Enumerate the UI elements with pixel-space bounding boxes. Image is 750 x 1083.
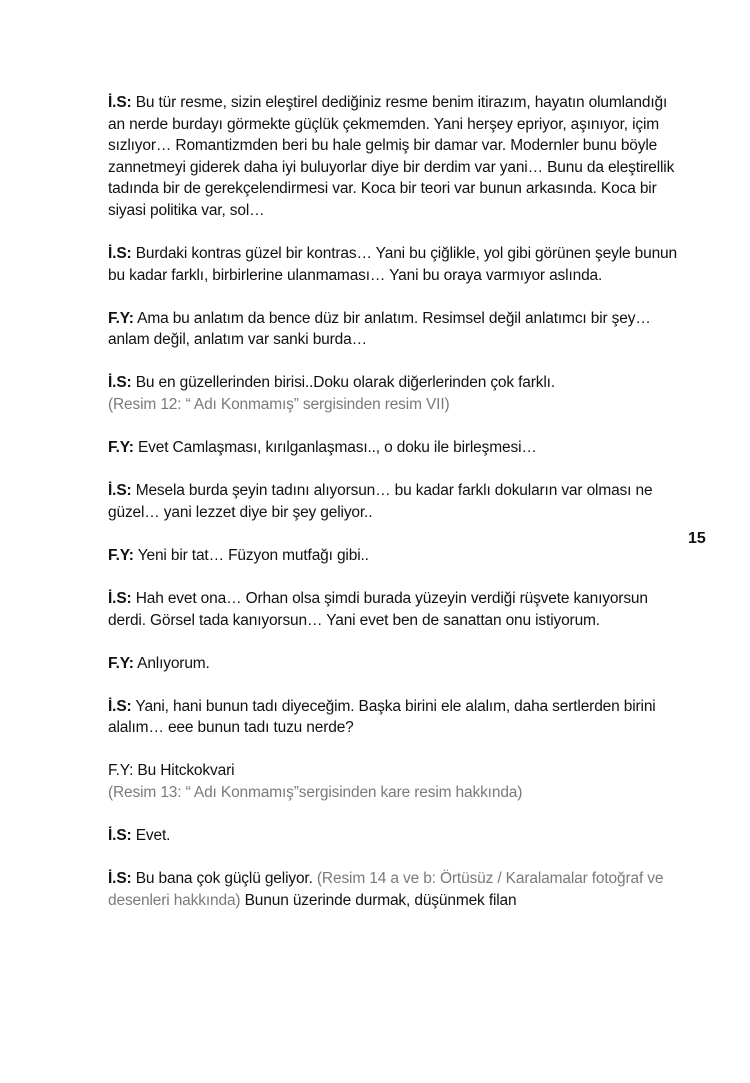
paragraph-2 <box>108 243 678 286</box>
paragraph-text: Burdaki kontras güzel bir kontras… Yani bu çiğlikle, yol gibi görünen şeyle bunun bu kadar farklı, birbirlerine ulanmaması… Yani bu oraya varmıyor aslında. <box>108 245 677 284</box>
speaker-label: F.Y: <box>108 309 134 327</box>
paragraph-9 <box>108 653 678 675</box>
image-reference-note: (Resim 12: “ Adı Konmamış” sergisinden resim VII) <box>108 396 450 414</box>
speaker-label: F.Y: <box>108 654 134 672</box>
speaker-label: F.Y: <box>108 439 134 457</box>
paragraph-text: Evet Camlaşması, kırılganlaşması.., o doku ile birleşmesi… <box>137 439 537 457</box>
speaker-label: İ.S: <box>108 827 132 845</box>
speaker-label: İ.S: <box>108 482 132 500</box>
paragraph-text: Bu bana çok güçlü geliyor. <box>135 870 313 888</box>
paragraph-text: Anlıyorum. <box>137 654 210 672</box>
paragraph-1 <box>108 92 678 222</box>
paragraph-text: Mesela burda şeyin tadını alıyorsun… bu kadar farklı dokuların var olması ne güzel… yani lezzet diye bir şey geliyor.. <box>108 482 653 521</box>
paragraph-10 <box>108 696 678 739</box>
paragraph-text: Bu tür resme, sizin eleştirel dediğiniz resme benim itirazım, hayatın olumlandığı an nerde burdayı görmekte güçlük çekmemden. Yani herşey epriyor, aşınıyor, içim sızlıyor… Romantizmden beri bu hale gelmiş bir damar var. Modernler bunu böyle zannetmeyi giderek daha iyi buluyorlar diye bir derdim var yani… Bunu da eleştirellik tadında bir de gerekçelendirmesi var. Koca bir teori var bunun arkasında. Koca bir siyasi politika var, sol… <box>108 94 675 219</box>
paragraph-text: Yeni bir tat… Füzyon mutfağı gibi.. <box>137 546 369 564</box>
speaker-label: F.Y: <box>108 546 134 564</box>
image-reference-note: (Resim 13: “ Adı Konmamış”sergisinden kare resim hakkında) <box>108 784 523 802</box>
paragraph-6 <box>108 480 678 523</box>
paragraph-4 <box>108 372 678 415</box>
paragraph-text: Ama bu anlatım da bence düz bir anlatım. Resimsel değil anlatımcı bir şey… anlam değil, anlatım var sanki burda… <box>108 309 651 349</box>
paragraph-5 <box>108 437 678 459</box>
paragraph-text: Yani, hani bunun tadı diyeceğim. Başka birini ele alalım, daha sertlerden birini alalım… eee bunun tadı tuzu nerde? <box>108 697 656 737</box>
interview-transcript <box>108 92 678 933</box>
speaker-label: İ.S: <box>108 870 132 888</box>
paragraph-text: Hah evet ona… Orhan olsa şimdi burada yüzeyin verdiği rüşvete kanıyorsun derdi. Görsel tada kanıyorsun… Yani evet ben de sanattan onu istiyorum. <box>108 590 648 629</box>
paragraph-7 <box>108 545 678 567</box>
paragraph-11 <box>108 760 678 803</box>
speaker-label: F.Y: <box>108 762 134 780</box>
speaker-label: İ.S: <box>108 590 132 607</box>
speaker-label: İ.S: <box>108 374 132 392</box>
paragraph-text: Bu Hitckokvari <box>137 762 235 780</box>
speaker-label: İ.S: <box>108 697 132 715</box>
image-reference-note: (Resim 14 a ve b: Örtüsüz / Karalamalar fotoğraf ve desenleri hakkında) <box>108 870 664 909</box>
speaker-label: İ.S: <box>108 245 132 263</box>
paragraph-13 <box>108 868 678 911</box>
page-number: 15 <box>688 530 706 547</box>
paragraph-8 <box>108 588 678 631</box>
paragraph-text-continued: Bunun üzerinde durmak, düşünmek filan <box>244 891 517 909</box>
paragraph-12 <box>108 825 678 847</box>
paragraph-text: Evet. <box>135 827 171 845</box>
paragraph-text: Bu en güzellerinden birisi..Doku olarak diğerlerinden çok farklı. <box>135 374 555 392</box>
paragraph-3 <box>108 308 678 351</box>
speaker-label: İ.S: <box>108 94 132 111</box>
